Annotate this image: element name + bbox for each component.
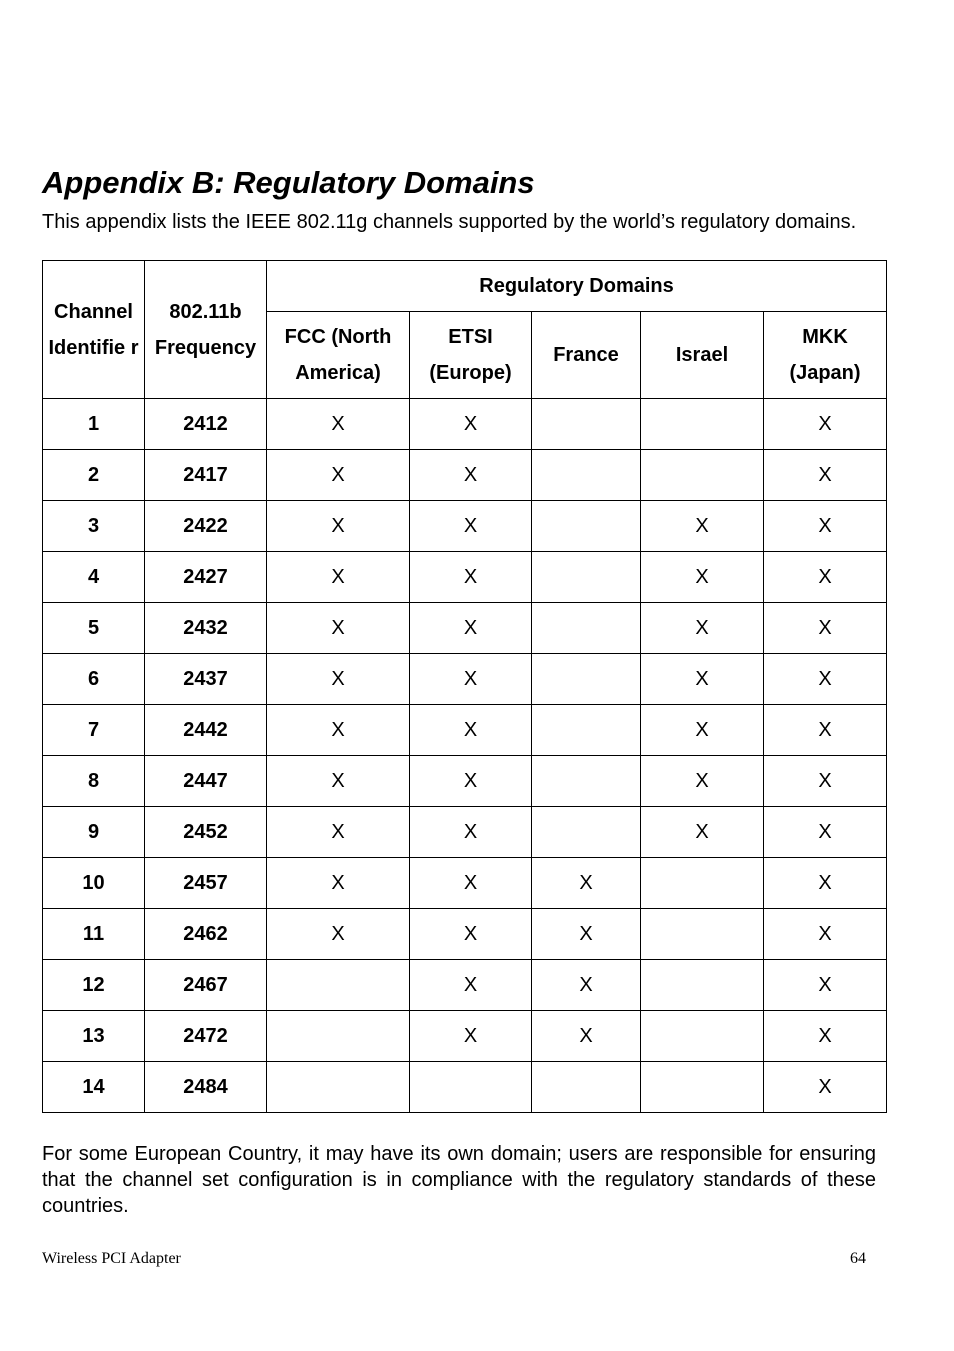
- cell-channel: 11: [43, 909, 145, 960]
- cell-israel: X: [641, 654, 764, 705]
- cell-france: X: [532, 1011, 641, 1062]
- cell-frequency: 2452: [145, 807, 267, 858]
- cell-mkk: X: [764, 909, 887, 960]
- cell-israel: X: [641, 705, 764, 756]
- cell-israel: X: [641, 552, 764, 603]
- cell-france: [532, 603, 641, 654]
- table-row: [43, 1062, 887, 1113]
- cell-frequency: 2422: [145, 501, 267, 552]
- cell-france: [532, 1062, 641, 1113]
- table-row: [43, 450, 887, 501]
- table-row: [43, 858, 887, 909]
- cell-france: [532, 552, 641, 603]
- cell-channel: 8: [43, 756, 145, 807]
- cell-frequency: 2432: [145, 603, 267, 654]
- cell-mkk: X: [764, 858, 887, 909]
- cell-channel: 10: [43, 858, 145, 909]
- cell-fcc: X: [267, 603, 410, 654]
- intro-paragraph: This appendix lists the IEEE 802.11g channels supported by the world’s regulatory domains.: [42, 211, 857, 233]
- cell-channel: 7: [43, 705, 145, 756]
- cell-frequency: 2457: [145, 858, 267, 909]
- cell-israel: [641, 450, 764, 501]
- cell-frequency: 2437: [145, 654, 267, 705]
- cell-channel: 13: [43, 1011, 145, 1062]
- cell-israel: X: [641, 603, 764, 654]
- cell-fcc: X: [267, 399, 410, 450]
- cell-israel: [641, 909, 764, 960]
- cell-channel: 5: [43, 603, 145, 654]
- cell-france: X: [532, 909, 641, 960]
- cell-mkk: X: [764, 654, 887, 705]
- cell-fcc: X: [267, 501, 410, 552]
- cell-etsi: X: [410, 756, 532, 807]
- cell-channel: 14: [43, 1062, 145, 1113]
- page-title: Appendix B: Regulatory Domains: [42, 165, 535, 200]
- cell-etsi: [410, 1062, 532, 1113]
- table-row: [43, 705, 887, 756]
- cell-france: X: [532, 960, 641, 1011]
- header-fcc: FCC (North America): [267, 312, 410, 399]
- cell-mkk: X: [764, 501, 887, 552]
- cell-frequency: 2427: [145, 552, 267, 603]
- cell-fcc: X: [267, 858, 410, 909]
- cell-channel: 6: [43, 654, 145, 705]
- table-row: [43, 501, 887, 552]
- cell-etsi: X: [410, 705, 532, 756]
- cell-israel: [641, 960, 764, 1011]
- cell-channel: 4: [43, 552, 145, 603]
- table-row: [43, 1011, 887, 1062]
- cell-fcc: X: [267, 654, 410, 705]
- cell-etsi: X: [410, 807, 532, 858]
- cell-fcc: X: [267, 450, 410, 501]
- cell-mkk: X: [764, 1062, 887, 1113]
- cell-israel: X: [641, 501, 764, 552]
- table-row: [43, 960, 887, 1011]
- cell-etsi: X: [410, 654, 532, 705]
- cell-etsi: X: [410, 603, 532, 654]
- table-row: [43, 909, 887, 960]
- cell-frequency: 2467: [145, 960, 267, 1011]
- table-body: [43, 399, 887, 1113]
- cell-frequency: 2412: [145, 399, 267, 450]
- header-frequency: 802.11b Frequency: [145, 261, 267, 399]
- cell-etsi: X: [410, 450, 532, 501]
- cell-frequency: 2462: [145, 909, 267, 960]
- cell-fcc: X: [267, 909, 410, 960]
- cell-fcc: X: [267, 807, 410, 858]
- cell-france: [532, 450, 641, 501]
- cell-channel: 2: [43, 450, 145, 501]
- table-row: [43, 654, 887, 705]
- table-row: [43, 807, 887, 858]
- header-mkk: MKK (Japan): [764, 312, 887, 399]
- cell-france: [532, 399, 641, 450]
- cell-frequency: 2442: [145, 705, 267, 756]
- cell-mkk: X: [764, 807, 887, 858]
- table-row: [43, 603, 887, 654]
- cell-channel: 9: [43, 807, 145, 858]
- cell-frequency: 2472: [145, 1011, 267, 1062]
- cell-france: [532, 654, 641, 705]
- cell-etsi: X: [410, 909, 532, 960]
- header-etsi: ETSI (Europe): [410, 312, 532, 399]
- cell-israel: [641, 399, 764, 450]
- cell-etsi: X: [410, 501, 532, 552]
- regulatory-domains-table: [42, 260, 887, 1113]
- cell-mkk: X: [764, 1011, 887, 1062]
- cell-frequency: 2447: [145, 756, 267, 807]
- cell-fcc: [267, 960, 410, 1011]
- cell-mkk: X: [764, 960, 887, 1011]
- cell-fcc: [267, 1011, 410, 1062]
- cell-frequency: 2417: [145, 450, 267, 501]
- cell-france: [532, 705, 641, 756]
- cell-mkk: X: [764, 756, 887, 807]
- cell-israel: [641, 858, 764, 909]
- table-row: [43, 399, 887, 450]
- cell-fcc: [267, 1062, 410, 1113]
- cell-etsi: X: [410, 552, 532, 603]
- header-france: France: [532, 312, 641, 399]
- table-row: [43, 552, 887, 603]
- cell-israel: [641, 1011, 764, 1062]
- cell-france: [532, 807, 641, 858]
- footer-page-number: 64: [850, 1250, 866, 1267]
- cell-mkk: X: [764, 450, 887, 501]
- cell-etsi: X: [410, 399, 532, 450]
- cell-israel: X: [641, 756, 764, 807]
- cell-etsi: X: [410, 1011, 532, 1062]
- cell-israel: [641, 1062, 764, 1113]
- closing-paragraph: For some European Country, it may have its own domain; users are responsible for ensuring that the channel set configuration is in compliance with the regulatory standards of these countries.: [42, 1143, 876, 1217]
- cell-fcc: X: [267, 705, 410, 756]
- cell-etsi: X: [410, 858, 532, 909]
- cell-channel: 1: [43, 399, 145, 450]
- cell-mkk: X: [764, 552, 887, 603]
- cell-france: [532, 501, 641, 552]
- header-israel: Israel: [641, 312, 764, 399]
- cell-france: [532, 756, 641, 807]
- header-regulatory-domains: Regulatory Domains: [267, 261, 887, 312]
- cell-mkk: X: [764, 705, 887, 756]
- header-channel: Channel Identifie r: [43, 261, 145, 399]
- cell-channel: 12: [43, 960, 145, 1011]
- cell-israel: X: [641, 807, 764, 858]
- cell-channel: 3: [43, 501, 145, 552]
- cell-mkk: X: [764, 399, 887, 450]
- cell-fcc: X: [267, 552, 410, 603]
- cell-france: X: [532, 858, 641, 909]
- cell-etsi: X: [410, 960, 532, 1011]
- cell-frequency: 2484: [145, 1062, 267, 1113]
- table-row: [43, 756, 887, 807]
- footer-product-name: Wireless PCI Adapter: [42, 1250, 181, 1267]
- cell-fcc: X: [267, 756, 410, 807]
- cell-mkk: X: [764, 603, 887, 654]
